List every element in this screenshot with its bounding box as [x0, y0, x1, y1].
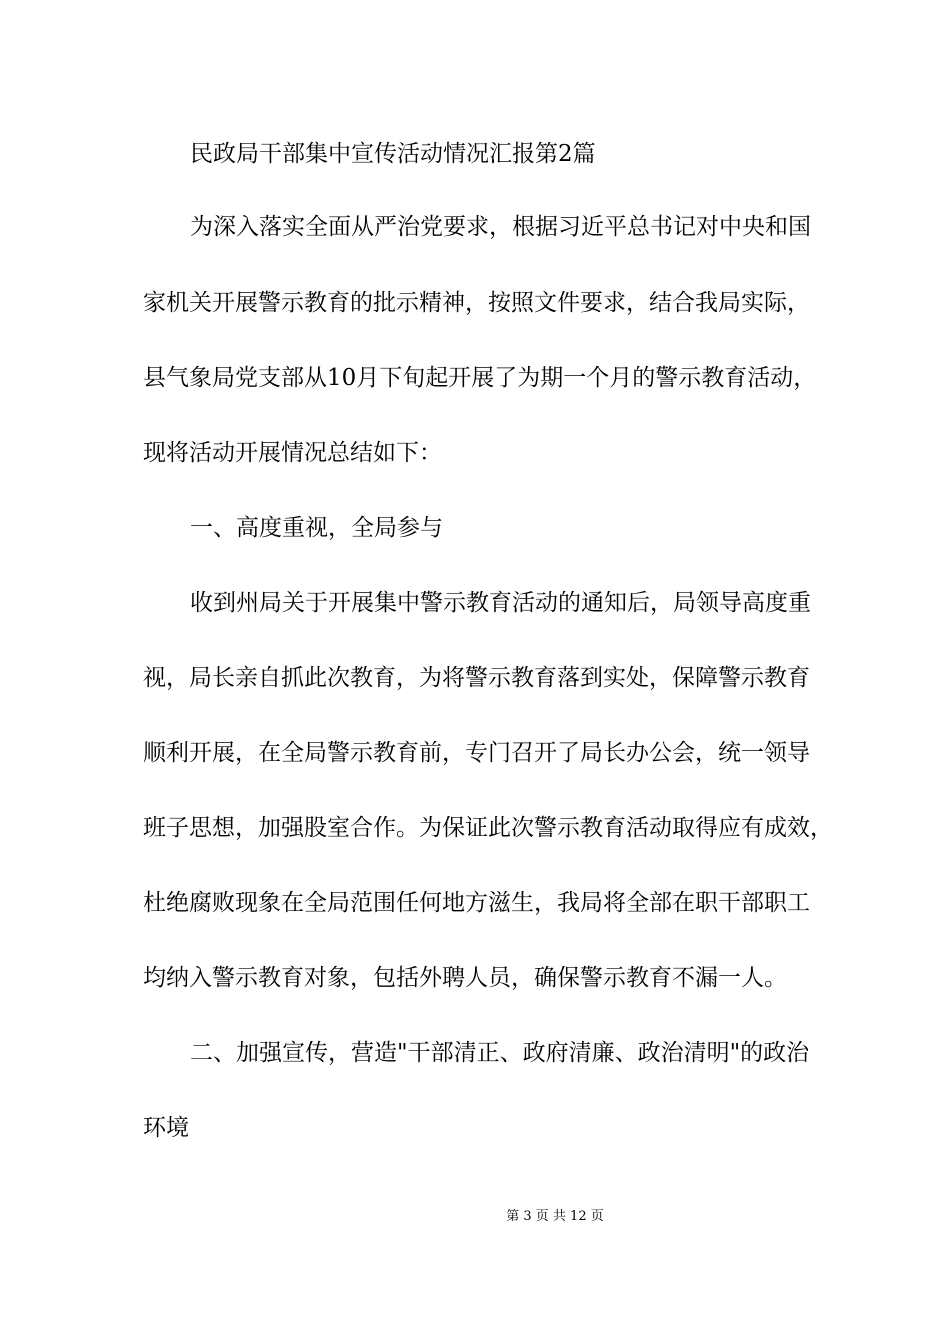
section1-heading: 一、高度重视，全局参与 — [190, 515, 443, 541]
section2-heading: 二、加强宣传，营造"干部清正、政府清廉、政治清明"的政治 — [190, 1040, 810, 1066]
paragraph2-line: 班子思想，加强股室合作。为保证此次警示教育活动取得应有成效， — [143, 815, 833, 841]
paragraph1-line: 为深入落实全面从严治党要求，根据习近平总书记对中央和国 — [190, 214, 811, 240]
paragraph2-line: 收到州局关于开展集中警示教育活动的通知后，局领导高度重 — [190, 590, 811, 616]
document-title: 民政局干部集中宣传活动情况汇报第2篇 — [190, 141, 596, 167]
paragraph2-line: 视，局长亲自抓此次教育，为将警示教育落到实处，保障警示教育 — [143, 665, 810, 691]
paragraph1-line: 家机关开展警示教育的批示精神，按照文件要求，结合我局实际， — [143, 290, 810, 316]
paragraph2-line: 顺利开展，在全局警示教育前，专门召开了局长办公会，统一领导 — [143, 740, 810, 766]
paragraph1-line: 现将活动开展情况总结如下： — [143, 440, 442, 466]
paragraph2-line: 杜绝腐败现象在全局范围任何地方滋生，我局将全部在职干部职工 — [143, 890, 810, 916]
section2-heading-continuation: 环境 — [143, 1115, 189, 1141]
paragraph2-line: 均纳入警示教育对象，包括外聘人员，确保警示教育不漏一人。 — [143, 965, 787, 991]
page-number-footer: 第 3 页 共 12 页 — [506, 1209, 604, 1224]
paragraph1-line: 县气象局党支部从10月下旬起开展了为期一个月的警示教育活动， — [143, 365, 817, 391]
